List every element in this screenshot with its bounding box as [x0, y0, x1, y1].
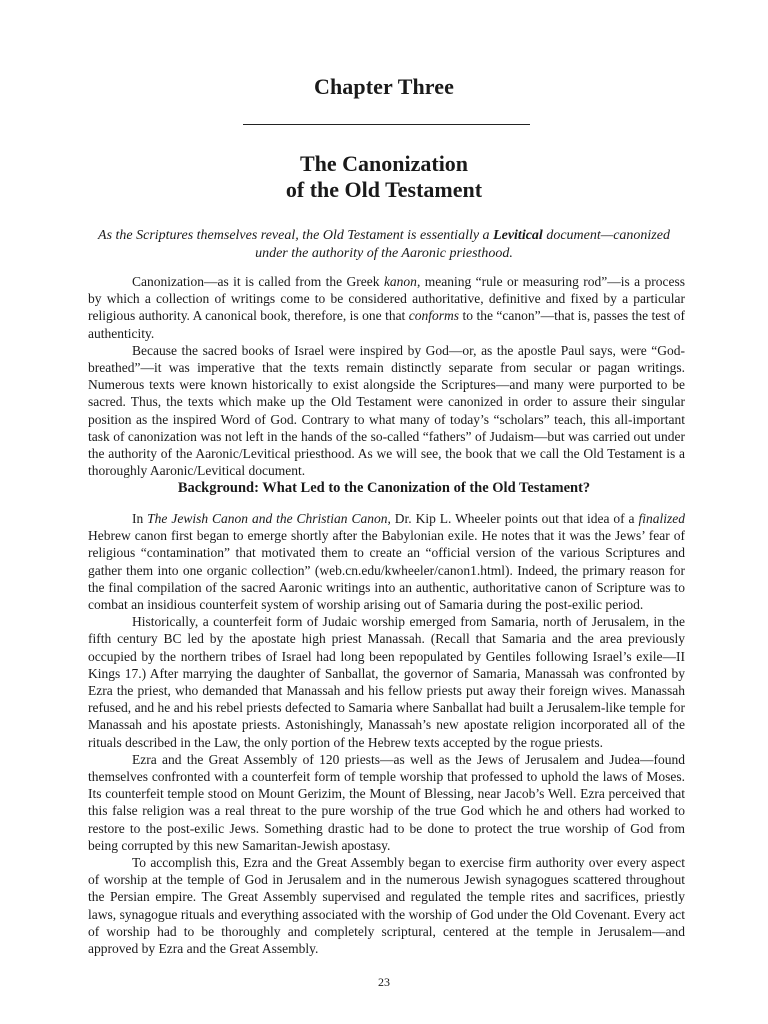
title-rule	[243, 124, 530, 125]
paragraph-text: Canonization—as it is called from the Greek	[132, 274, 384, 289]
paragraph: To accomplish this, Ezra and the Great Assembly began to exercise firm authority over every aspect of worship at the temple of God in Jerusalem and in the numerous Jewish synagogues scattered throughout the Persian empire. The Great Assembly supervised and regulated the temple rites and sacrifices, priestly laws, synagogue rituals and everything associated with the worship of God under the Old Covenant. Every act of worship had to be thoroughly and completely scriptural, centered at the temple in Jerusalem—and approved by Ezra and the Great Assembly.	[88, 855, 685, 957]
epigraph-emphasis: Levitical	[493, 228, 543, 243]
paragraph-italic: kanon	[383, 274, 417, 289]
paragraph-italic: The Jewish Canon and the Christian Canon	[147, 511, 388, 526]
paragraph: Ezra and the Great Assembly of 120 priests—as well as the Jews of Jerusalem and Judea—found themselves confronted with a counterfeit form of temple worship that professed to uphold the laws of Moses. Its counterfeit temple stood on Mount Gerizim, the Mount of Blessing, near Jacob’s Well. Ezra perceived that this false religion was a real threat to the pure worship of the true God which he and others had worked to restore to the post-exilic Jews. Something drastic had to be done to protect the true worship of God from being corrupted by this new Samaritan-Jewish apostasy.	[88, 751, 685, 853]
intro-section	[88, 273, 685, 479]
paragraph: Historically, a counterfeit form of Judaic worship emerged from Samaria, north of Jerusalem, in the fifth century BC led by the apostate high priest Manassah. (Recall that Samaria and the area previously occupied by the northern tribes of Israel had long been repopulated by Gentiles following Israel’s exile—II Kings 17.) After marrying the daughter of Sanballat, the governor of Samaria, Manassah was confronted by Ezra the priest, who demanded that Manassah and his fellow priests put away their foreign wives. Manassah refused, and he and his rebel priests defected to Samaria where Sanballat had built a Jerusalem-like temple for Manassah and his apostate priests. Astonishingly, Manassah’s new apostate religion incorporated all of the rituals described in the Law, the only portion of the Hebrew texts accepted by the rogue priests.	[88, 614, 685, 750]
background-section	[88, 510, 685, 957]
paragraph-italic: finalized	[638, 511, 685, 526]
chapter-label: Chapter Three	[313, 74, 455, 99]
paragraph-text: Hebrew canon first began to emerge shortly after the Babylonian exile. He notes that it was the Jews’ fear of religious “contamination” that motivated them to create an “official version of the various Scriptures and gather them into one organic collection” (web.cn.edu/kwheeler/canon1.html). Indeed, the primary reason for the final compilation of the sacred Aaronic writings into an authentic, authoritative canon of Scripture was to combat an insidious counterfeit system of worship arising out of Samaria during the post-exilic period.	[88, 528, 685, 613]
epigraph	[80, 227, 688, 263]
epigraph-text: document—canonized under the authority of the Aaronic priesthood.	[255, 228, 670, 261]
paragraph-text: , meaning “rule or measuring rod”—is a process by which a collection of writings come to be considered authoritative, definitive and fixed by a particular religious authority. A canonical book, therefore, is one that	[88, 274, 685, 324]
chapter-title-line-1: The Canonization	[299, 151, 469, 176]
section-heading: Background: What Led to the Canonization of the Old Testament?	[177, 480, 591, 496]
paragraph-text: In	[132, 511, 148, 526]
chapter-title	[0, 151, 768, 203]
paragraph-italic: conforms	[408, 308, 460, 324]
paragraph	[88, 510, 685, 613]
epigraph-text: As the Scriptures themselves reveal, the Old Testament is essentially a	[98, 228, 494, 243]
paragraph-text: , Dr. Kip L. Wheeler points out that idea of a	[387, 511, 639, 526]
page-number: 23	[378, 975, 390, 989]
paragraph	[88, 273, 685, 342]
paragraph: Because the sacred books of Israel were inspired by God—or, as the apostle Paul says, were “God-breathed”—it was imperative that the texts remain distinctly separate from secular or pagan writings. Numerous texts were known historically to exist alongside the Scriptures—and many were purported to be sacred. Thus, the texts which make up the Old Testament were canonized in order to assure their singular position as the inspired Word of God. Contrary to what many of today’s “scholars” teach, this all-important task of canonization was not left in the hands of the so-called “fathers” of Judaism—but was carried out under the authority of the Aaronic/Levitical priesthood. As we will see, the book that we call the Old Testament is a thoroughly Aaronic/Levitical document.	[88, 342, 685, 479]
chapter-title-line-2: of the Old Testament	[285, 177, 483, 202]
paragraph-text: to the “canon”—that is, passes the test of authenticity.	[88, 308, 685, 341]
